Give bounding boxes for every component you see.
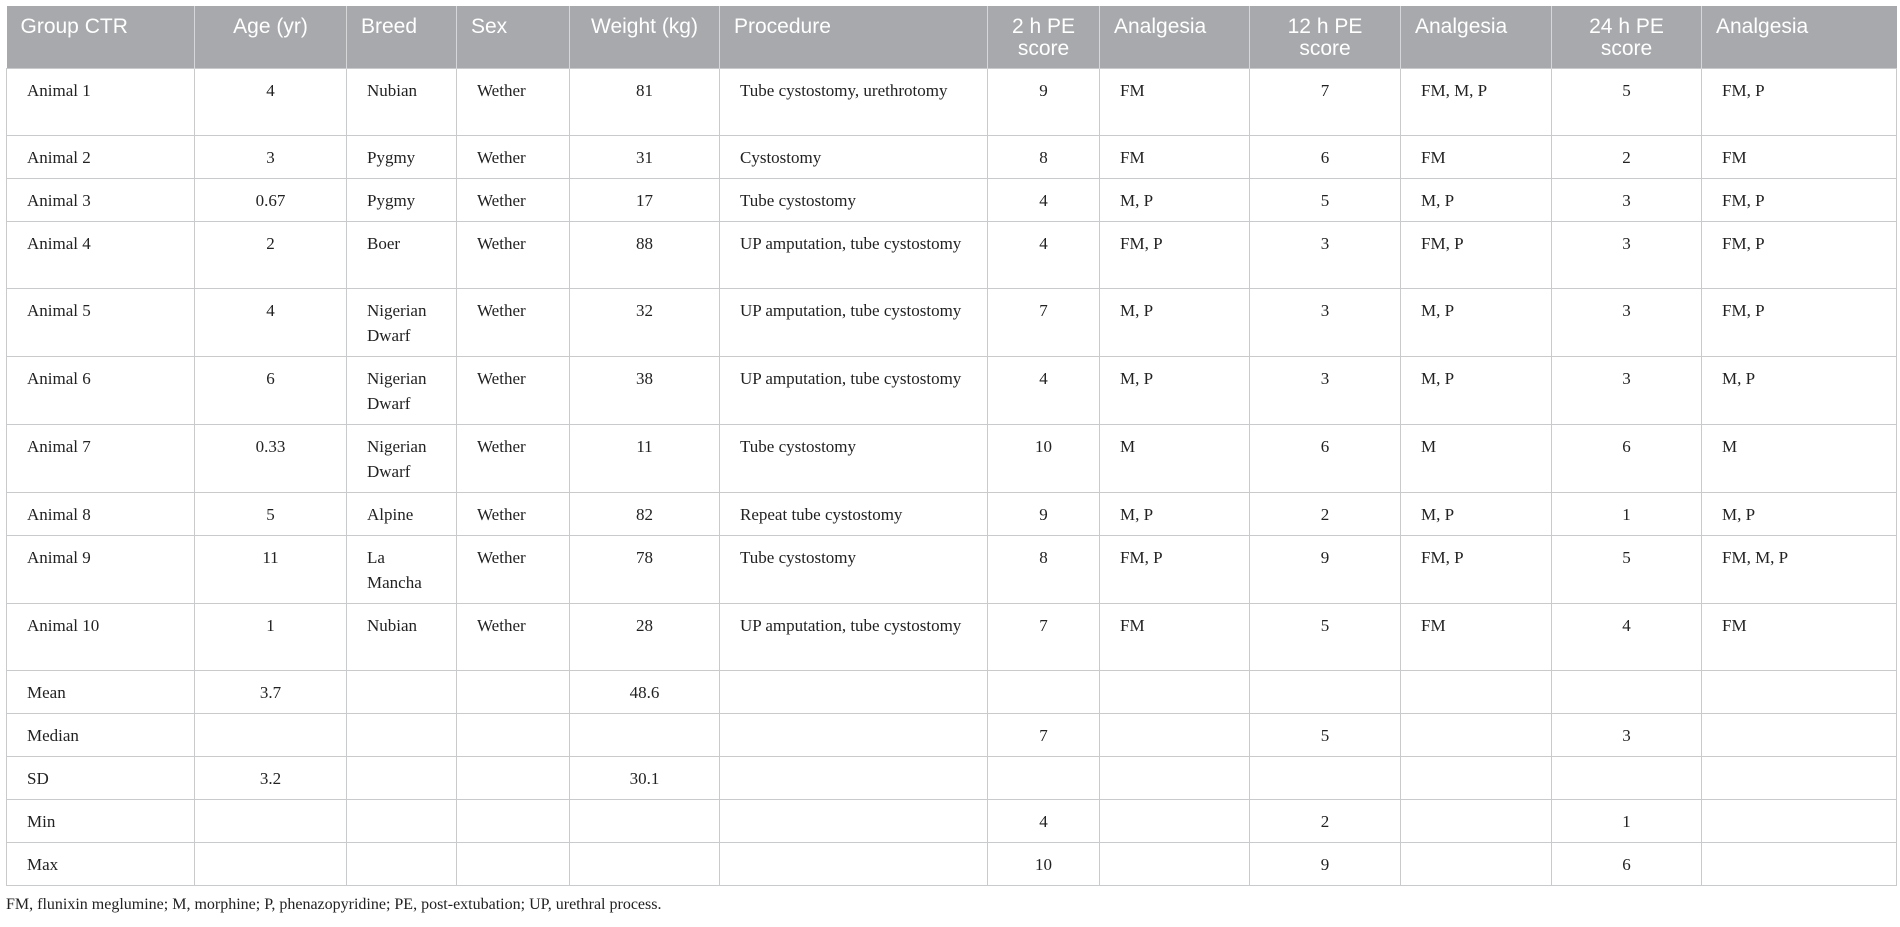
column-header: Weight (kg) — [570, 6, 720, 69]
table-row — [7, 714, 1897, 757]
table-cell: Alpine — [347, 493, 457, 536]
table-cell — [1702, 843, 1897, 886]
table-row — [7, 757, 1897, 800]
table-cell: Wether — [457, 493, 570, 536]
table-cell: 5 — [1250, 714, 1401, 757]
table-cell: Animal 4 — [7, 222, 195, 289]
table-cell — [195, 800, 347, 843]
table-cell: 78 — [570, 536, 720, 604]
table-cell: Nubian — [347, 604, 457, 671]
table-row — [7, 425, 1897, 493]
table-cell: 2 — [1250, 800, 1401, 843]
table-cell: 9 — [1250, 536, 1401, 604]
table-cell: 1 — [1552, 800, 1702, 843]
table-cell: Median — [7, 714, 195, 757]
table-cell — [1401, 843, 1552, 886]
table-cell: 6 — [1250, 136, 1401, 179]
table-cell: UP amputation, tube cystostomy — [720, 289, 988, 357]
table-cell: FM, P — [1100, 536, 1250, 604]
table-cell: Wether — [457, 136, 570, 179]
table-cell: Animal 2 — [7, 136, 195, 179]
table-cell: 3 — [1552, 289, 1702, 357]
table-cell: Wether — [457, 289, 570, 357]
table-cell — [1702, 714, 1897, 757]
table-cell: SD — [7, 757, 195, 800]
table-cell: Tube cystostomy — [720, 536, 988, 604]
table-cell: 7 — [1250, 69, 1401, 136]
table-cell: 4 — [195, 289, 347, 357]
table-cell: UP amputation, tube cystostomy — [720, 357, 988, 425]
table-cell: 3 — [195, 136, 347, 179]
table-cell — [1552, 757, 1702, 800]
table-cell — [1401, 671, 1552, 714]
table-cell: M, P — [1100, 357, 1250, 425]
table-cell: M, P — [1100, 179, 1250, 222]
table-cell: FM — [1100, 604, 1250, 671]
table-row — [7, 671, 1897, 714]
table-cell: 81 — [570, 69, 720, 136]
table-row — [7, 843, 1897, 886]
table-cell: La Mancha — [347, 536, 457, 604]
table-cell: FM — [1100, 136, 1250, 179]
column-header: Analgesia — [1100, 6, 1250, 69]
table-cell: Tube cystostomy, urethrotomy — [720, 69, 988, 136]
table-cell: Wether — [457, 536, 570, 604]
table-cell: 4 — [988, 800, 1100, 843]
table-row — [7, 69, 1897, 136]
table-cell: FM — [1401, 604, 1552, 671]
table-cell: M, P — [1100, 493, 1250, 536]
table-row — [7, 222, 1897, 289]
column-header: 24 h PE score — [1552, 6, 1702, 69]
table-cell: 31 — [570, 136, 720, 179]
table-cell: M, P — [1702, 493, 1897, 536]
table-cell: M, P — [1401, 493, 1552, 536]
table-cell: 4 — [1552, 604, 1702, 671]
table-cell: Wether — [457, 179, 570, 222]
table-cell — [720, 714, 988, 757]
table-cell: 3 — [1250, 289, 1401, 357]
table-cell: Tube cystostomy — [720, 179, 988, 222]
table-cell — [1401, 714, 1552, 757]
table-cell: Min — [7, 800, 195, 843]
table-cell: M, P — [1401, 289, 1552, 357]
table-cell — [347, 757, 457, 800]
table-cell: Tube cystostomy — [720, 425, 988, 493]
table-cell: FM, M, P — [1401, 69, 1552, 136]
table-cell — [1552, 671, 1702, 714]
table-cell: Repeat tube cystostomy — [720, 493, 988, 536]
table-cell: FM, M, P — [1702, 536, 1897, 604]
table-cell — [457, 800, 570, 843]
table-cell: 1 — [1552, 493, 1702, 536]
table-cell: 4 — [195, 69, 347, 136]
table-cell: Max — [7, 843, 195, 886]
table-cell — [1100, 671, 1250, 714]
table-cell: 3 — [1552, 714, 1702, 757]
table-cell: M, P — [1100, 289, 1250, 357]
table-row — [7, 136, 1897, 179]
table-cell: Pygmy — [347, 136, 457, 179]
table-cell: Cystostomy — [720, 136, 988, 179]
table-cell — [988, 757, 1100, 800]
table-cell: UP amputation, tube cystostomy — [720, 222, 988, 289]
table-cell: FM, P — [1401, 536, 1552, 604]
table-cell: 3 — [1552, 357, 1702, 425]
table-cell — [720, 800, 988, 843]
column-header: Breed — [347, 6, 457, 69]
table-cell: Wether — [457, 357, 570, 425]
table-row — [7, 536, 1897, 604]
table-cell: Animal 7 — [7, 425, 195, 493]
table-cell — [457, 671, 570, 714]
table-cell: FM — [1100, 69, 1250, 136]
column-header: Analgesia — [1401, 6, 1552, 69]
table-cell: Pygmy — [347, 179, 457, 222]
table-cell: FM — [1702, 136, 1897, 179]
table-cell: 7 — [988, 604, 1100, 671]
table-cell: FM, P — [1401, 222, 1552, 289]
table-cell: 10 — [988, 425, 1100, 493]
table-cell: 9 — [988, 493, 1100, 536]
table-cell: 5 — [1552, 536, 1702, 604]
table-cell: FM — [1702, 604, 1897, 671]
table-cell: Wether — [457, 604, 570, 671]
table-cell: Animal 8 — [7, 493, 195, 536]
table-cell — [720, 757, 988, 800]
table-cell: Animal 3 — [7, 179, 195, 222]
table-cell: 5 — [1250, 604, 1401, 671]
table-cell: Animal 1 — [7, 69, 195, 136]
table-cell — [1702, 671, 1897, 714]
table-cell: FM — [1401, 136, 1552, 179]
table-cell: 28 — [570, 604, 720, 671]
table-cell: 82 — [570, 493, 720, 536]
table-row — [7, 289, 1897, 357]
table-cell — [1100, 843, 1250, 886]
table-cell: M, P — [1401, 179, 1552, 222]
table-row — [7, 604, 1897, 671]
header-row — [7, 6, 1897, 69]
table-cell: M — [1401, 425, 1552, 493]
table-cell: FM, P — [1702, 222, 1897, 289]
table-cell — [1100, 714, 1250, 757]
table-cell: UP amputation, tube cystostomy — [720, 604, 988, 671]
table-cell: 3 — [1250, 222, 1401, 289]
table-cell: 6 — [1250, 425, 1401, 493]
table-cell: 0.33 — [195, 425, 347, 493]
table-cell: 5 — [195, 493, 347, 536]
column-header: Procedure — [720, 6, 988, 69]
table-cell — [347, 800, 457, 843]
table-cell — [720, 671, 988, 714]
table-row — [7, 493, 1897, 536]
table-cell: FM, P — [1100, 222, 1250, 289]
table-cell: M, P — [1702, 357, 1897, 425]
table-cell: 7 — [988, 289, 1100, 357]
table-cell: Mean — [7, 671, 195, 714]
table-cell — [195, 843, 347, 886]
table-cell: Wether — [457, 69, 570, 136]
table-cell: 4 — [988, 179, 1100, 222]
table-cell: Animal 5 — [7, 289, 195, 357]
table-cell: Boer — [347, 222, 457, 289]
table-cell: Nubian — [347, 69, 457, 136]
column-header: Sex — [457, 6, 570, 69]
table-cell: 3.7 — [195, 671, 347, 714]
table-cell: 3 — [1552, 179, 1702, 222]
results-table — [6, 6, 1897, 886]
table-cell: 7 — [988, 714, 1100, 757]
table-cell: Nigerian Dwarf — [347, 289, 457, 357]
table-cell: 9 — [1250, 843, 1401, 886]
table-cell — [457, 757, 570, 800]
table-cell: FM, P — [1702, 69, 1897, 136]
table-cell: 2 — [195, 222, 347, 289]
table-cell: M — [1702, 425, 1897, 493]
table-cell — [1401, 757, 1552, 800]
table-cell — [720, 843, 988, 886]
table-cell: 8 — [988, 536, 1100, 604]
table-cell — [988, 671, 1100, 714]
table-cell — [570, 714, 720, 757]
table-cell — [457, 714, 570, 757]
table-cell: Nigerian Dwarf — [347, 425, 457, 493]
table-cell: 32 — [570, 289, 720, 357]
table-cell: 11 — [570, 425, 720, 493]
column-header: 12 h PE score — [1250, 6, 1401, 69]
table-cell — [1401, 800, 1552, 843]
table-cell: Animal 9 — [7, 536, 195, 604]
table-container — [6, 6, 1896, 886]
table-cell — [1100, 800, 1250, 843]
table-cell — [1250, 671, 1401, 714]
table-cell: 88 — [570, 222, 720, 289]
table-cell: 2 — [1250, 493, 1401, 536]
table-row — [7, 357, 1897, 425]
column-header: Group CTR — [7, 6, 195, 69]
table-cell: 6 — [1552, 843, 1702, 886]
column-header: Age (yr) — [195, 6, 347, 69]
table-body — [7, 69, 1897, 886]
table-cell: 11 — [195, 536, 347, 604]
table-cell — [195, 714, 347, 757]
table-cell: 5 — [1552, 69, 1702, 136]
table-cell: 17 — [570, 179, 720, 222]
table-cell: 30.1 — [570, 757, 720, 800]
table-cell: 4 — [988, 357, 1100, 425]
table-row — [7, 179, 1897, 222]
table-cell: 3 — [1250, 357, 1401, 425]
table-cell: 4 — [988, 222, 1100, 289]
column-header: 2 h PE score — [988, 6, 1100, 69]
table-cell: Wether — [457, 222, 570, 289]
table-cell: 1 — [195, 604, 347, 671]
table-cell: 3 — [1552, 222, 1702, 289]
table-cell — [347, 843, 457, 886]
table-cell — [457, 843, 570, 886]
table-cell: Nigerian Dwarf — [347, 357, 457, 425]
table-row — [7, 800, 1897, 843]
table-cell: FM, P — [1702, 179, 1897, 222]
table-cell: 9 — [988, 69, 1100, 136]
table-cell — [1702, 757, 1897, 800]
table-cell — [347, 714, 457, 757]
table-cell: 10 — [988, 843, 1100, 886]
table-cell: 48.6 — [570, 671, 720, 714]
table-cell: M — [1100, 425, 1250, 493]
table-cell: 6 — [195, 357, 347, 425]
table-cell: 38 — [570, 357, 720, 425]
table-cell: M, P — [1401, 357, 1552, 425]
table-cell: 5 — [1250, 179, 1401, 222]
table-cell: 8 — [988, 136, 1100, 179]
table-cell — [570, 843, 720, 886]
table-cell: FM, P — [1702, 289, 1897, 357]
table-cell: 0.67 — [195, 179, 347, 222]
table-cell — [347, 671, 457, 714]
table-cell: 6 — [1552, 425, 1702, 493]
table-cell — [1250, 757, 1401, 800]
table-cell — [570, 800, 720, 843]
table-cell: Animal 10 — [7, 604, 195, 671]
table-cell: 3.2 — [195, 757, 347, 800]
table-cell — [1702, 800, 1897, 843]
table-cell — [1100, 757, 1250, 800]
table-cell: Wether — [457, 425, 570, 493]
table-cell: Animal 6 — [7, 357, 195, 425]
table-cell: 2 — [1552, 136, 1702, 179]
table-footnote: FM, flunixin meglumine; M, morphine; P, phenazopyridine; PE, post-extubation; UP, urethral process. — [6, 896, 662, 913]
column-header: Analgesia — [1702, 6, 1897, 69]
